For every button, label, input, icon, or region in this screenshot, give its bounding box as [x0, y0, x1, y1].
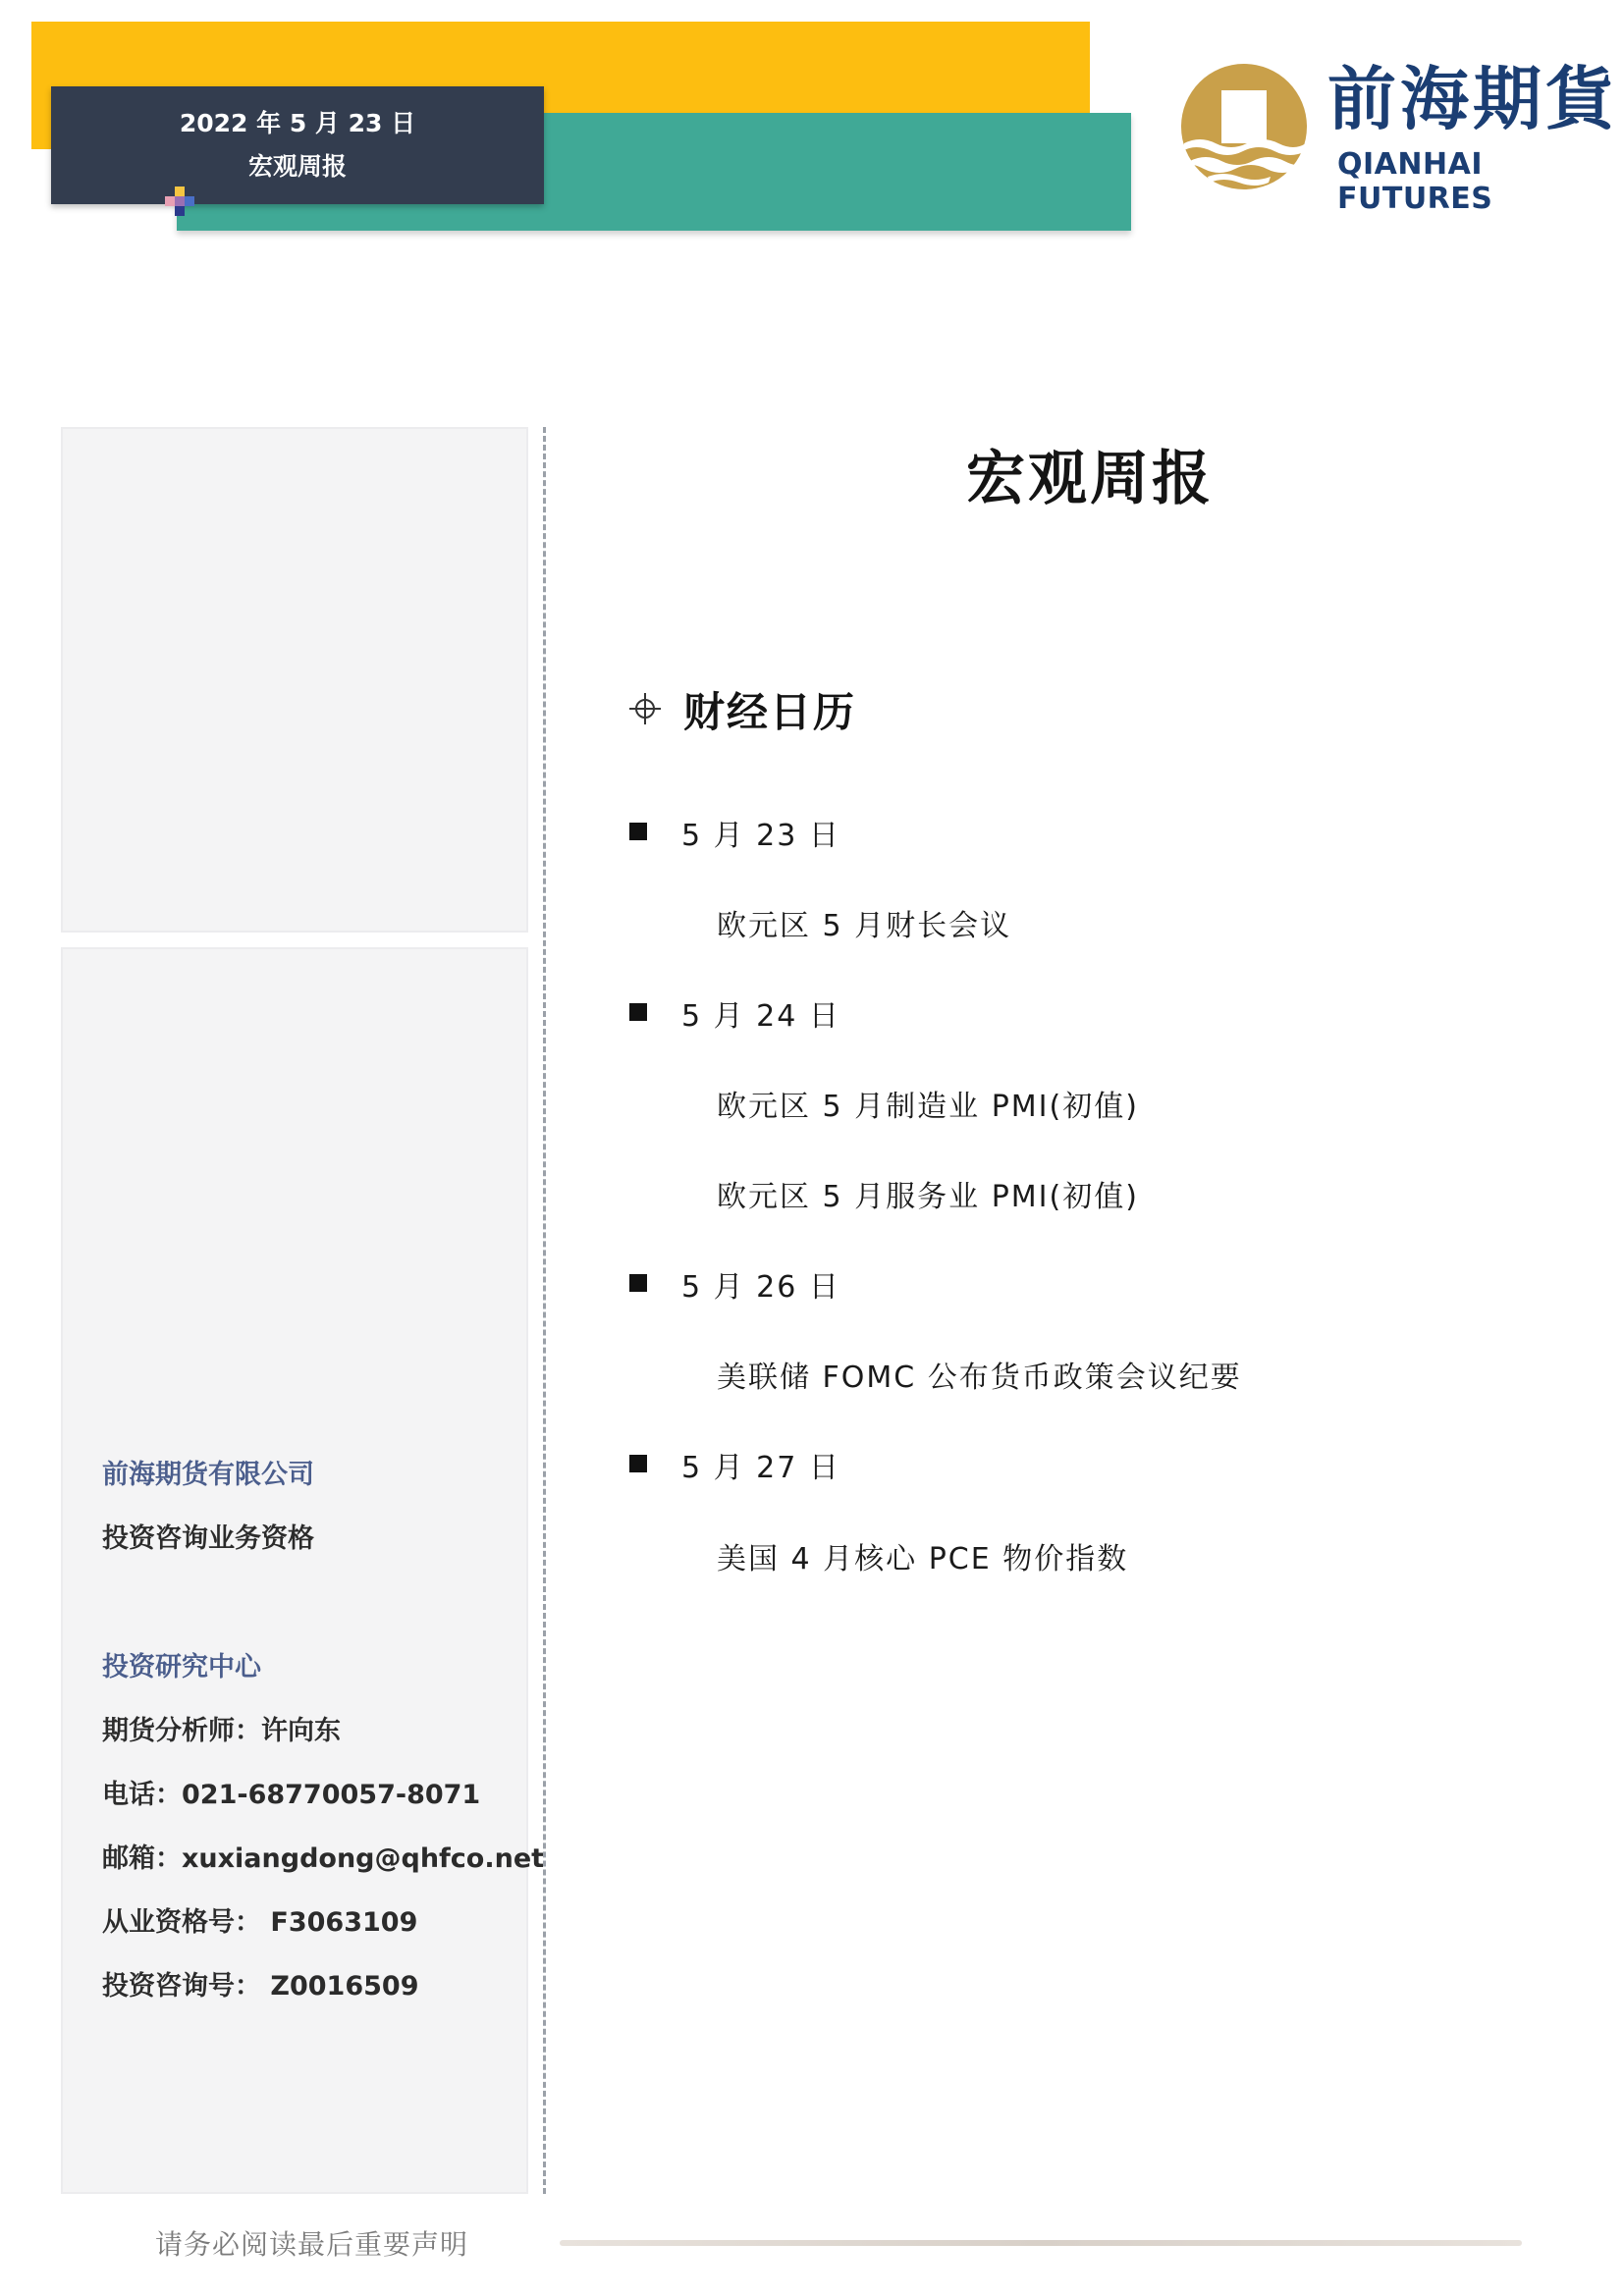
calendar-date: 5 月 27 日	[681, 1451, 840, 1485]
sidebar-contact-panel	[61, 947, 528, 2194]
calendar-event: 欧元区 5 月制造业 PMI(初值)	[717, 1090, 1139, 1124]
header-date-box	[51, 86, 544, 204]
consult-number: 投资咨询号： Z0016509	[102, 1971, 419, 2002]
calendar-event: 美国 4 月核心 PCE 物价指数	[717, 1542, 1129, 1576]
column-divider	[543, 427, 546, 2194]
footer-rule	[560, 2240, 1522, 2246]
company-name: 前海期货有限公司	[102, 1460, 314, 1490]
bullet-square-icon	[629, 1274, 647, 1292]
mosaic-decoration-icon	[161, 187, 196, 216]
license-number: 从业资格号： F3063109	[102, 1907, 418, 1938]
calendar-date: 5 月 26 日	[681, 1270, 840, 1305]
analyst-phone: 电话：021-68770057-8071	[102, 1780, 481, 1810]
logo-chinese-name: 前海期貨	[1327, 58, 1618, 139]
analyst-email[interactable]: 邮箱：xuxiangdong@qhfco.net	[102, 1843, 545, 1874]
page-title: 宏观周报	[966, 445, 1214, 513]
company-qualification: 投资咨询业务资格	[102, 1523, 314, 1554]
calendar-event: 欧元区 5 月服务业 PMI(初值)	[717, 1180, 1139, 1214]
calendar-date: 5 月 23 日	[681, 819, 840, 853]
sidebar-top-panel	[61, 427, 528, 933]
section-heading: 财经日历	[683, 688, 857, 736]
research-center: 投资研究中心	[102, 1652, 261, 1682]
calendar-event: 欧元区 5 月财长会议	[717, 909, 1012, 943]
bullet-square-icon	[629, 1003, 647, 1021]
report-date: 2022 年 5 月 23 日	[179, 109, 416, 137]
footer-disclaimer-note: 请务必阅读最后重要声明	[155, 2228, 469, 2261]
qianhai-logo-icon	[1178, 61, 1310, 192]
calendar-date: 5 月 24 日	[681, 999, 840, 1034]
report-type: 宏观周报	[247, 152, 347, 181]
calendar-event: 美联储 FOMC 公布货币政策会议纪要	[717, 1361, 1242, 1395]
logo-english-name: QIANHAI FUTURES	[1337, 147, 1493, 216]
crosshair-icon	[628, 692, 662, 725]
bullet-square-icon	[629, 823, 647, 840]
analyst-name: 期货分析师：许向东	[102, 1716, 341, 1746]
bullet-square-icon	[629, 1455, 647, 1472]
